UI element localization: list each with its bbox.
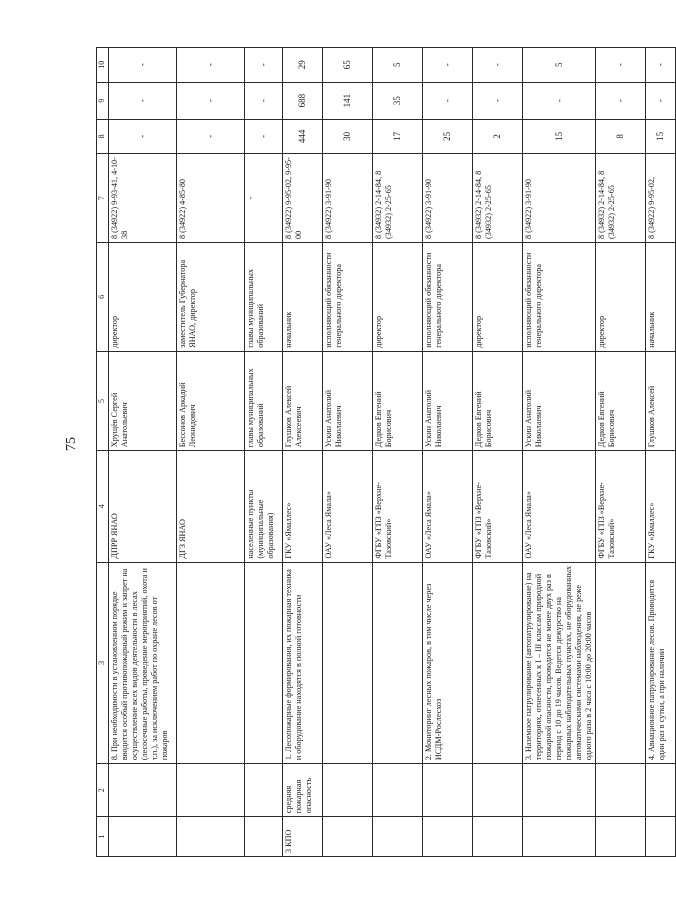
organization-cell: ГКУ «Ямаллес» (283, 451, 323, 562)
count-cell: - (646, 48, 676, 83)
phone-cell: 8 (34922) 3-91-90 (423, 154, 473, 243)
measure-cell: 2. Мониторинг лесных пожаров, в том числе через ИСДМ-Рослесхоз (423, 562, 473, 764)
danger-level-cell: средняя пожарная опасность (283, 764, 323, 817)
count-cell: - (177, 119, 245, 153)
position-cell: главы муниципальных образований (245, 243, 283, 352)
header-cell: 8 (97, 119, 109, 153)
kpo-cell (323, 817, 373, 857)
measure-cell: 4. Авиационное патрулирование лесов. Проводится один раз в сутки, а при наличии (646, 562, 676, 764)
count-cell: 30 (323, 119, 373, 153)
responsible-person-cell: Ускин Анатолий Николаевич (523, 351, 596, 450)
table-row (245, 48, 283, 857)
table-row (283, 48, 323, 857)
phone-cell: 8 (34932) 2-14-84, 8 (34932) 2-25-65 (596, 154, 646, 243)
count-cell: - (523, 82, 596, 119)
header-row (97, 48, 109, 857)
count-cell: - (109, 82, 177, 119)
count-cell: - (596, 48, 646, 83)
header-cell: 3 (97, 562, 109, 764)
kpo-cell (245, 817, 283, 857)
organization-cell: ФГБУ «ГПЗ «Верхне-Тазовский» (373, 451, 423, 562)
count-cell: - (423, 48, 473, 83)
position-cell: исполняющий обязанности генерального директора (523, 243, 596, 352)
organization-cell: ГКУ «Ямаллес» (646, 451, 676, 562)
kpo-cell (373, 817, 423, 857)
responsible-person-cell: Глушков Алексей (646, 351, 676, 450)
table-row (109, 48, 177, 857)
danger-level-cell (177, 764, 245, 817)
phone-cell: 8 (34922) 9-95-02, (646, 154, 676, 243)
fire-danger-measures-table (96, 47, 676, 857)
header-cell: 7 (97, 154, 109, 243)
count-cell: 25 (423, 119, 473, 153)
header-cell: 1 (97, 817, 109, 857)
responsible-person-cell: Глушков Алексей Алексеевич (283, 351, 323, 450)
responsible-person-cell: Дедков Евгений Борисович (473, 351, 523, 450)
phone-cell: 8 (34922) 3-91-90 (523, 154, 596, 243)
position-cell: исполняющий обязанности генерального директора (323, 243, 373, 352)
count-cell: - (473, 48, 523, 83)
count-cell: 5 (373, 48, 423, 83)
count-cell: - (109, 119, 177, 153)
header-cell: 9 (97, 82, 109, 119)
danger-level-cell (646, 764, 676, 817)
position-cell: директор (596, 243, 646, 352)
measure-cell: 3. Наземное патрулирование (автопатрулирование) на территориях, отнесенных к I – III классам природной пожарной опасности, проводится не менее двух раз в период с 10 до 19 часов. Ведется дежурство на пожарных наблюдательных пунктах, не оборудованных автоматическими системами наблюдения, не реже одного раза в 2 часа с 10:00 до 20:00 часов (523, 562, 596, 764)
count-cell: - (473, 82, 523, 119)
phone-cell: 8 (34932) 2-14-84, 8 (34932) 2-25-65 (373, 154, 423, 243)
count-cell: - (646, 82, 676, 119)
rotated-table-sheet (96, 47, 666, 857)
phone-cell: 8 (34922) 9-93-41, 4-10-38 (109, 154, 177, 243)
position-cell: исполняющий обязанности генерального директора (423, 243, 473, 352)
danger-level-cell (596, 764, 646, 817)
count-cell: - (596, 82, 646, 119)
count-cell: - (177, 48, 245, 83)
phone-cell: 8 (34922) 4-85-80 (177, 154, 245, 243)
count-cell: - (177, 82, 245, 119)
organization-cell: ОАУ «Леса Ямала» (423, 451, 473, 562)
danger-level-cell (323, 764, 373, 817)
header-cell: 10 (97, 48, 109, 83)
danger-level-cell (245, 764, 283, 817)
organization-cell: ФГБУ «ГПЗ «Верхне-Тазовский» (473, 451, 523, 562)
phone-cell: 8 (34922) 3-91-90 (323, 154, 373, 243)
measure-cell: 8. При необходимости в установленном порядке вводится особый противопожарный режим и запрет на осуществление всех видов деятельности в лесах (лесосечные работы, проведение мероприятий, охота и т.п.), за исключением работ по охране лесов от пожаров (109, 562, 177, 764)
count-cell: 8 (596, 119, 646, 153)
responsible-person-cell: Хрущёв Сергей Анатольевич (109, 351, 177, 450)
header-cell: 4 (97, 451, 109, 562)
kpo-cell (596, 817, 646, 857)
count-cell: - (109, 48, 177, 83)
position-cell: начальник (646, 243, 676, 352)
position-cell: директор (373, 243, 423, 352)
responsible-person-cell: Ускин Анатолий Николаевич (423, 351, 473, 450)
organization-cell: ФГБУ «ГПЗ «Верхне-Тазовский» (596, 451, 646, 562)
table-row (423, 48, 473, 857)
header-cell: 2 (97, 764, 109, 817)
count-cell: 688 (283, 82, 323, 119)
count-cell: - (245, 82, 283, 119)
organization-cell: населенные пункты (муниципальные образования) (245, 451, 283, 562)
danger-level-cell (523, 764, 596, 817)
count-cell: 29 (283, 48, 323, 83)
measure-cell (177, 562, 245, 764)
table-row (646, 48, 676, 857)
count-cell: - (423, 82, 473, 119)
danger-level-cell (373, 764, 423, 817)
phone-cell: 8 (34922) 9-95-02, 9-95-00 (283, 154, 323, 243)
table-row (523, 48, 596, 857)
kpo-cell (523, 817, 596, 857)
measure-cell (323, 562, 373, 764)
organization-cell: ДГЗ ЯНАО (177, 451, 245, 562)
count-cell: 444 (283, 119, 323, 153)
kpo-cell (473, 817, 523, 857)
phone-cell: 8 (34932) 2-14-84, 8 (34932) 2-25-65 (473, 154, 523, 243)
header-cell: 6 (97, 243, 109, 352)
responsible-person-cell: главы муниципальных образований (245, 351, 283, 450)
table-row (473, 48, 523, 857)
table-row (596, 48, 646, 857)
table-row (323, 48, 373, 857)
measure-cell (473, 562, 523, 764)
organization-cell: ОАУ «Леса Ямала» (323, 451, 373, 562)
page-number: 75 (64, 437, 79, 451)
count-cell: 2 (473, 119, 523, 153)
kpo-cell: 3 КПО (283, 817, 323, 857)
measure-cell (373, 562, 423, 764)
kpo-cell (177, 817, 245, 857)
kpo-cell (109, 817, 177, 857)
count-cell: 65 (323, 48, 373, 83)
position-cell: заместитель Губернатора ЯНАО, директор (177, 243, 245, 352)
position-cell: директор (473, 243, 523, 352)
count-cell: 15 (523, 119, 596, 153)
table-row (373, 48, 423, 857)
count-cell: - (245, 48, 283, 83)
responsible-person-cell: Дедков Евгений Борисович (373, 351, 423, 450)
kpo-cell (423, 817, 473, 857)
organization-cell: ДПРР ЯНАО (109, 451, 177, 562)
organization-cell: ОАУ «Леса Ямала» (523, 451, 596, 562)
position-cell: начальник (283, 243, 323, 352)
count-cell: 141 (323, 82, 373, 119)
count-cell: 35 (373, 82, 423, 119)
responsible-person-cell: Ускин Анатолий Николаевич (323, 351, 373, 450)
measure-cell (245, 562, 283, 764)
position-cell: директор (109, 243, 177, 352)
header-cell: 5 (97, 351, 109, 450)
count-cell: - (245, 119, 283, 153)
count-cell: 17 (373, 119, 423, 153)
danger-level-cell (109, 764, 177, 817)
responsible-person-cell: Бессонов Аркадий Леонидович (177, 351, 245, 450)
table-row (177, 48, 245, 857)
responsible-person-cell: Дедков Евгений Борисович (596, 351, 646, 450)
measure-cell (596, 562, 646, 764)
count-cell: 15 (646, 119, 676, 153)
danger-level-cell (473, 764, 523, 817)
danger-level-cell (423, 764, 473, 817)
phone-cell: - (245, 154, 283, 243)
count-cell: 5 (523, 48, 596, 83)
kpo-cell (646, 817, 676, 857)
measure-cell: 1. Лесопожарные формирования, их пожарная техника и оборудование находятся в полной готовности (283, 562, 323, 764)
